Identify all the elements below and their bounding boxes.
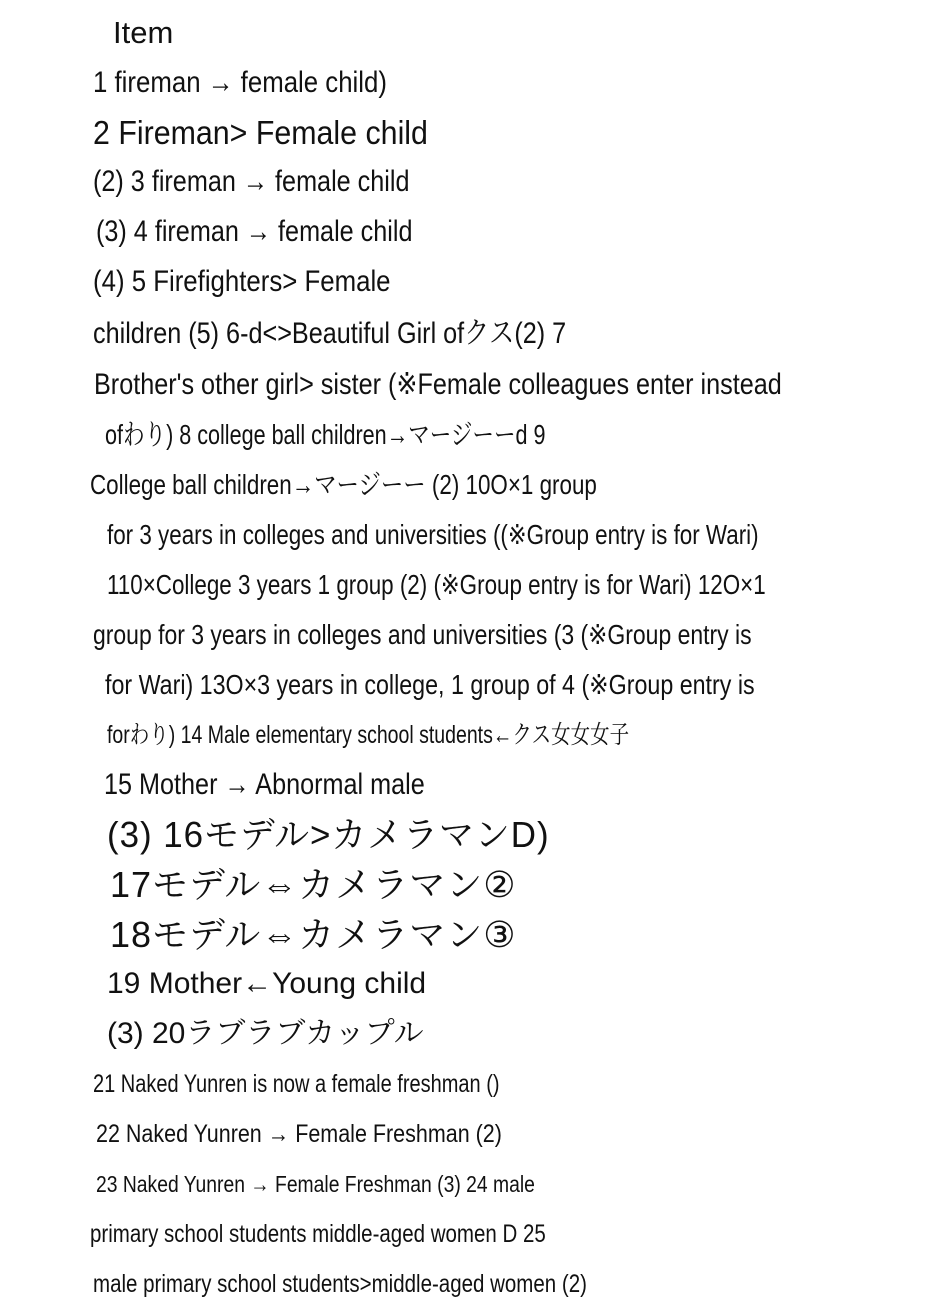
list-line: College ball children→マージーー (2) 10O×1 group [90, 469, 597, 500]
list-line: for 3 years in colleges and universities ((※Group entry is for Wari) [107, 519, 759, 550]
list-line: forわり) 14 Male elementary school students←クス女女女子 [107, 721, 630, 749]
list-line: 23 Naked Yunren → Female Freshman (3) 24 male [96, 1171, 535, 1197]
list-line: children (5) 6-d<>Beautiful Girl ofクス(2) 7 [93, 317, 567, 350]
list-line: (4) 5 Firefighters> Female [93, 265, 391, 298]
list-line: 2 Fireman> Female child [93, 114, 428, 151]
list-line: 110×College 3 years 1 group (2) (※Group entry is for Wari) 12O×1 [107, 569, 766, 600]
list-line: 17モデル⇔カメラマン② [110, 864, 517, 905]
list-line: 21 Naked Yunren is now a female freshman () [93, 1070, 500, 1098]
list-line: (2) 3 fireman → female child [93, 165, 410, 198]
title-text: Item [113, 15, 174, 50]
list-line: primary school students middle-aged women D 25 [90, 1220, 546, 1248]
list-line: male primary school students>middle-aged women (2) [93, 1270, 587, 1298]
list-line: 19 Mother←Young child [107, 967, 427, 1000]
document-title [113, 17, 173, 48]
list-line: Brother's other girl> sister (※Female colleagues enter instead [94, 368, 782, 401]
list-line: 15 Mother → Abnormal male [104, 768, 425, 801]
list-line: (3) 4 fireman → female child [96, 215, 413, 248]
list-line: (3) 16モデル>カメラマンD) [107, 814, 550, 855]
list-line: (3) 20ラブラブカップル [107, 1017, 424, 1050]
list-line: 22 Naked Yunren → Female Freshman (2) [96, 1120, 502, 1148]
list-line: group for 3 years in colleges and universities (3 (※Group entry is [93, 619, 752, 650]
list-line: 1 fireman → female child) [93, 66, 387, 99]
list-line: for Wari) 13O×3 years in college, 1 group of 4 (※Group entry is [105, 669, 755, 700]
list-line: 18モデル⇔カメラマン③ [110, 914, 517, 955]
list-line: ofわり) 8 college ball children→マージーーd 9 [105, 419, 546, 450]
